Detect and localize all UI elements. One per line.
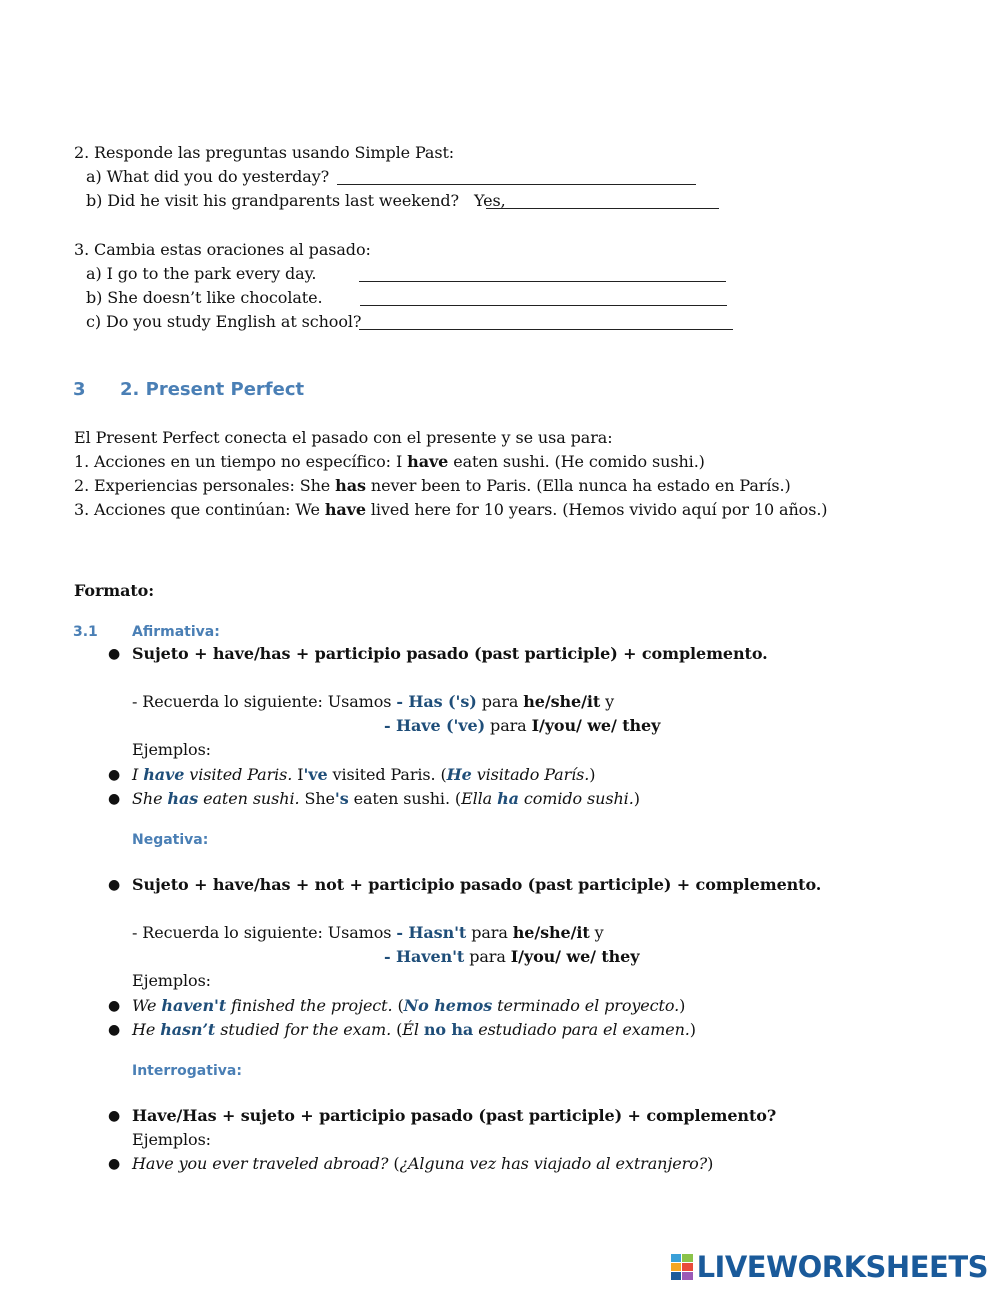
afirmativa-number: 3.1 <box>73 624 98 640</box>
bullet-icon: ● <box>108 877 121 893</box>
section-number: 3 <box>73 379 86 400</box>
bullet-icon: ● <box>108 1156 121 1172</box>
exercise-3-sentence-a: a) I go to the park every day. <box>86 264 317 283</box>
logo-text: LIVEWORKSHEETS <box>696 1250 988 1284</box>
negativa-heading: Negativa: <box>132 832 209 848</box>
afirmativa-reminder-1: - Recuerda lo siguiente: Usamos - Has ('s) para he/she/it y <box>132 692 615 711</box>
bullet-icon: ● <box>108 791 121 807</box>
afirmativa-reminder-2: - Have ('ve) para I/you/ we/ they <box>384 716 661 735</box>
afirmativa-rule: Sujeto + have/has + participio pasado (past participle) + complemento. <box>132 644 768 663</box>
interrogativa-heading: Interrogativa: <box>132 1063 242 1079</box>
exercise-3-sentence-b: b) She doesn’t like chocolate. <box>86 288 323 307</box>
negativa-reminder-2: - Haven't para I/you/ we/ they <box>384 947 640 966</box>
logo-icon <box>671 1254 693 1280</box>
answer-blank-3b[interactable] <box>360 305 727 306</box>
liveworksheets-logo[interactable] <box>671 1250 988 1284</box>
interrogativa-ejemplos-label: Ejemplos: <box>132 1130 211 1149</box>
answer-blank-3c[interactable] <box>359 329 733 330</box>
exercise-3-sentence-c: c) Do you study English at school? <box>86 312 362 331</box>
bullet-icon: ● <box>108 767 121 783</box>
intro-line: El Present Perfect conecta el pasado con el presente y se usa para: <box>74 428 613 447</box>
answer-blank-3a[interactable] <box>359 281 726 282</box>
bullet-icon: ● <box>108 998 121 1014</box>
answer-blank-2a[interactable] <box>337 184 696 185</box>
interrogativa-rule: Have/Has + sujeto + participio pasado (past participle) + complemento? <box>132 1106 777 1125</box>
bullet-icon: ● <box>108 646 121 662</box>
section-title: 2. Present Perfect <box>120 379 305 400</box>
bullet-icon: ● <box>108 1022 121 1038</box>
afirmativa-example-2: She has eaten sushi. She's eaten sushi. (Ella ha comido sushi.) <box>132 789 640 808</box>
afirmativa-example-1: I have visited Paris. I've visited Paris. (He visitado París.) <box>132 765 596 784</box>
negativa-rule: Sujeto + have/has + not + participio pasado (past participle) + complemento. <box>132 875 822 894</box>
exercise-2-title: 2. Responde las preguntas usando Simple Past: <box>74 143 455 162</box>
negativa-example-1: We haven't finished the project. (No hemos terminado el proyecto.) <box>132 996 686 1015</box>
formato-label: Formato: <box>74 581 155 600</box>
intro-use-3: 3. Acciones que continúan: We have lived here for 10 years. (Hemos vivido aquí por 10 años.) <box>74 500 828 519</box>
afirmativa-ejemplos-label: Ejemplos: <box>132 740 211 759</box>
exercise-2-question-b: b) Did he visit his grandparents last weekend? Yes, <box>86 191 506 210</box>
bullet-icon: ● <box>108 1108 121 1124</box>
intro-use-1: 1. Acciones en un tiempo no específico: I have eaten sushi. (He comido sushi.) <box>74 452 705 471</box>
negativa-ejemplos-label: Ejemplos: <box>132 971 211 990</box>
negativa-example-2: He hasn’t studied for the exam. (Él no ha estudiado para el examen.) <box>132 1020 696 1039</box>
answer-blank-2b[interactable] <box>486 208 719 209</box>
interrogativa-example-1: Have you ever traveled abroad? (¿Alguna vez has viajado al extranjero?) <box>132 1154 714 1173</box>
exercise-2-question-a: a) What did you do yesterday? <box>86 167 330 186</box>
afirmativa-heading: Afirmativa: <box>132 624 220 640</box>
intro-use-2: 2. Experiencias personales: She has never been to Paris. (Ella nunca ha estado en París.) <box>74 476 791 495</box>
exercise-3-title: 3. Cambia estas oraciones al pasado: <box>74 240 371 259</box>
negativa-reminder-1: - Recuerda lo siguiente: Usamos - Hasn't para he/she/it y <box>132 923 604 942</box>
